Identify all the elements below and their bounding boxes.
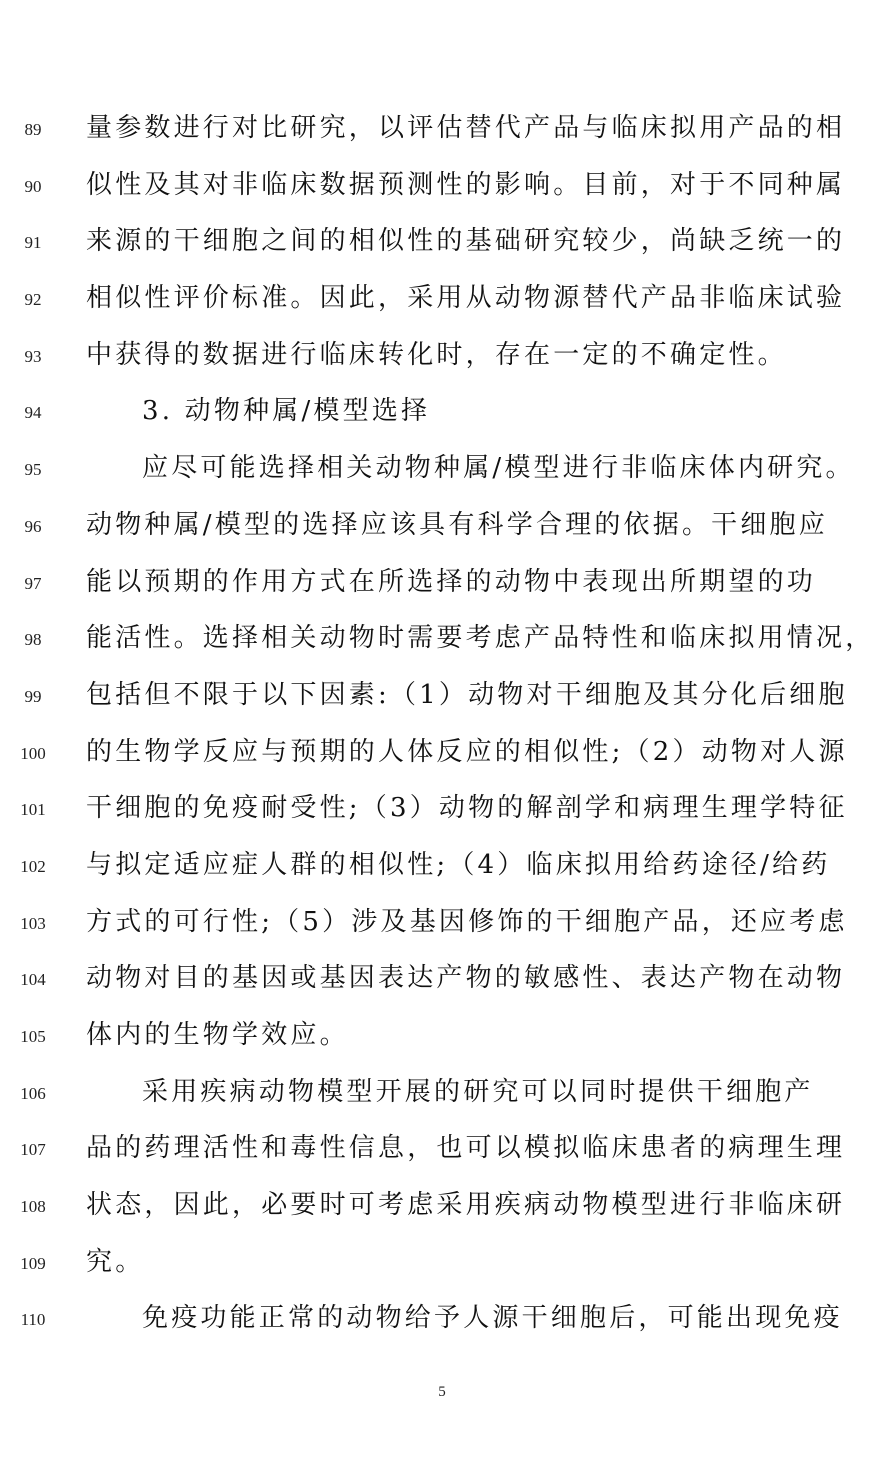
line-number: 103 — [20, 913, 46, 933]
line-number: 95 — [24, 460, 42, 480]
line-text: 来源的干细胞之间的相似性的基础研究较少，尚缺乏统一的 — [86, 226, 846, 257]
line-text: 采用疾病动物模型开展的研究可以同时提供干细胞产 — [142, 1076, 814, 1107]
line-text: 干细胞的免疫耐受性;（3）动物的解剖学和病理生理学特征 — [86, 793, 848, 824]
line-text: 体内的生物学效应。 — [86, 1020, 349, 1050]
line-text: 免疫功能正常的动物给予人源干细胞后，可能出现免疫 — [142, 1303, 843, 1334]
line-text: 动物对目的基因或基因表达产物的敏感性、表达产物在动物 — [86, 963, 846, 994]
line-text: 中获得的数据进行临床转化时，存在一定的不确定性。 — [86, 339, 787, 370]
line-number: 101 — [20, 800, 46, 820]
line-text: 究。 — [86, 1246, 145, 1277]
line-text: 品的药理活性和毒性信息，也可以模拟临床患者的病理生理 — [86, 1133, 846, 1164]
line-number: 98 — [24, 630, 42, 650]
line-number: 102 — [20, 856, 46, 876]
text-line — [0, 499, 884, 556]
text-line — [0, 839, 884, 896]
line-number: 96 — [24, 516, 42, 536]
line-number: 92 — [24, 290, 42, 310]
text-line — [0, 1292, 884, 1349]
line-text: 似性及其对非临床数据预测性的影响。目前，对于不同种属 — [86, 169, 846, 200]
text-line — [0, 385, 884, 442]
line-number: 104 — [20, 970, 46, 990]
line-text: 量参数进行对比研究，以评估替代产品与临床拟用产品的相 — [86, 113, 846, 143]
line-text: 动物种属/模型的选择应该具有科学合理的依据。干细胞应 — [86, 509, 828, 540]
line-number: 91 — [24, 233, 42, 253]
text-line — [0, 442, 884, 499]
text-line — [0, 1066, 884, 1123]
text-line — [0, 1122, 884, 1179]
line-text: 相似性评价标准。因此，采用从动物源替代产品非临床试验 — [86, 283, 846, 314]
text-line — [0, 669, 884, 726]
line-text: 与拟定适应症人群的相似性;（4）临床拟用给药途径/给药 — [86, 849, 831, 880]
line-text: 状态，因此，必要时可考虑采用疾病动物模型进行非临床研 — [86, 1190, 846, 1221]
line-number: 107 — [20, 1140, 46, 1160]
line-list — [0, 102, 884, 1349]
line-number: 105 — [20, 1027, 46, 1046]
line-text: 能活性。选择相关动物时需要考虑产品特性和临床拟用情况， — [86, 623, 875, 654]
page-number: 5 — [438, 1384, 446, 1400]
text-line — [0, 1236, 884, 1293]
line-text: 的生物学反应与预期的人体反应的相似性;（2）动物对人源 — [86, 736, 848, 767]
text-line — [0, 1009, 884, 1066]
line-number: 110 — [20, 1310, 46, 1330]
line-number: 90 — [24, 176, 42, 196]
line-number: 99 — [24, 686, 42, 706]
line-number: 109 — [20, 1253, 46, 1273]
line-text: 应尽可能选择相关动物种属/模型进行非临床体内研究。 — [142, 453, 855, 484]
text-line — [0, 272, 884, 329]
text-line — [0, 329, 884, 386]
text-line — [0, 1179, 884, 1236]
text-line — [0, 159, 884, 216]
line-number: 93 — [24, 346, 42, 366]
text-line — [0, 215, 884, 272]
line-number: 108 — [20, 1197, 46, 1217]
line-number: 94 — [24, 403, 42, 423]
text-line — [0, 952, 884, 1009]
line-text: 3. 动物种属/模型选择 — [142, 396, 431, 427]
text-line — [0, 556, 884, 613]
line-text: 包括但不限于以下因素:（1）动物对干细胞及其分化后细胞 — [86, 679, 848, 710]
line-number: 100 — [20, 743, 46, 763]
line-text: 能以预期的作用方式在所选择的动物中表现出所期望的功 — [86, 566, 817, 597]
text-line — [0, 612, 884, 669]
text-line — [0, 726, 884, 783]
text-line — [0, 102, 884, 159]
line-number: 97 — [24, 573, 42, 593]
line-number: 89 — [24, 120, 42, 139]
line-text: 方式的可行性;（5）涉及基因修饰的干细胞产品，还应考虑 — [86, 906, 848, 937]
text-line — [0, 896, 884, 953]
text-line — [0, 782, 884, 839]
line-number: 106 — [20, 1083, 46, 1103]
